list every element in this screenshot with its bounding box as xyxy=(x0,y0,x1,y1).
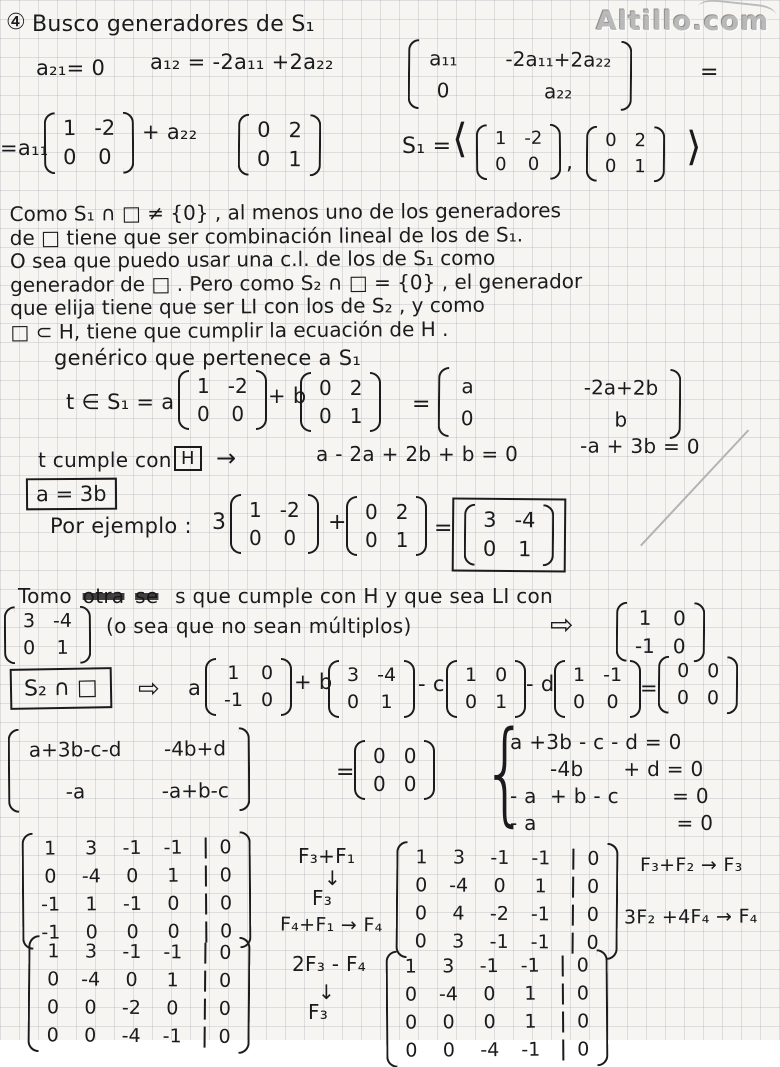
open-arrow-icon: ⇨ xyxy=(550,608,574,641)
row-op: F₃ xyxy=(308,1000,329,1024)
paragraph-line: generador de □ . Pero como S₂ ∩ □ = {0} , el generador xyxy=(9,268,583,297)
system-eq2: -4b + d = 0 xyxy=(510,757,704,781)
system-eq1: a +3b - c - d = 0 xyxy=(510,730,682,754)
matrix-general: a₁₁ -2a₁₁+2a₂₂ 0 a₂₂ xyxy=(408,39,633,111)
paragraph-line: O sea que puedo usar una c.l. de los de S₁ como xyxy=(9,245,496,273)
matrix-generator2: 0 2 0 1 xyxy=(238,114,321,177)
row-op: 3F₂ +4F₄ → F₄ xyxy=(623,905,758,929)
system-brace: { xyxy=(482,708,529,838)
generic-intro: genérico que pertenece a S₁ xyxy=(54,346,362,370)
equation-a21: a₂₁= 0 xyxy=(36,56,106,80)
right-angle-bracket: ⟩ xyxy=(686,124,702,170)
equals-sign: = xyxy=(336,760,355,785)
matrix-generator2-span: 0 2 0 1 xyxy=(586,126,665,182)
minus-d: - d xyxy=(526,672,555,696)
coefficient-a11: =a₁₁ xyxy=(0,136,49,160)
down-arrow-icon: ↓ xyxy=(318,980,336,1004)
scribbled-word: se xyxy=(135,584,159,608)
row-op: 2F₃ - F₄ xyxy=(292,952,367,976)
matrix-generator2-ej: 0 2 0 1 xyxy=(346,496,427,556)
multiplos-note: (o sea que no sean múltiplos) xyxy=(106,614,412,638)
s2-intersection-box: S₂ ∩ □ xyxy=(10,667,112,710)
minus-c: - c xyxy=(418,672,445,696)
explanation-paragraph xyxy=(10,199,583,344)
augmented-matrix-2: 1 3 -1 -1 0 0 -4 0 1 0 0 4 -2 -1 0 0 3 -1 -1 0 xyxy=(395,841,618,959)
augmented-matrix-1: 1 3 -1 -1 0 0 -4 0 1 0 -1 1 -1 0 0 -1 0 0 0 0 xyxy=(22,831,252,949)
equation-h: a - 2a + 2b + b = 0 xyxy=(316,442,519,466)
plus-b: + b xyxy=(268,384,307,408)
plus-sign: + xyxy=(328,510,347,535)
tomo-line xyxy=(18,584,553,608)
equation-simplified: -a + 3b = 0 xyxy=(579,433,700,459)
paragraph-line: □ ⊂ H, tiene que cumplir la ecuación de H . xyxy=(10,316,449,344)
exercise-number: ④ xyxy=(6,10,27,35)
plus-a22: + a₂₂ xyxy=(142,120,198,144)
matrix-generator1-ej: 1 -2 0 0 xyxy=(230,494,319,554)
tomo-rest: s que cumple con H y que sea LI con xyxy=(175,584,554,608)
paragraph-line: que elija tiene que ser LI con los de S₂ , y como xyxy=(10,292,485,320)
coef-a: a xyxy=(188,676,202,700)
boxed-matrix-result xyxy=(452,498,567,573)
watermark: Altillo.com xyxy=(596,6,770,37)
page-title: Busco generadores de S₁ xyxy=(32,12,315,37)
matrix-m34: 3 -4 0 1 xyxy=(328,660,415,718)
matrix-generator1-span: 1 -2 0 0 xyxy=(476,124,562,180)
s1-label: S₁ = xyxy=(402,134,452,159)
open-arrow-icon: ⇨ xyxy=(138,674,160,704)
comma: , xyxy=(566,150,574,175)
paragraph-line: de □ tiene que ser combinación lineal de los de S₁. xyxy=(9,221,524,250)
cumple-text: t cumple con xyxy=(38,448,172,472)
coefficient-3: 3 xyxy=(212,510,227,535)
plus-b: + b xyxy=(294,670,333,694)
matrix-3-4: 3 -4 0 1 xyxy=(464,504,555,567)
equals-sign: = xyxy=(640,676,658,700)
row-op: F₃+F₂ → F₃ xyxy=(640,854,743,876)
equation-a12: a₁₂ = -2a₁₁ +2a₂₂ xyxy=(150,50,334,74)
H-box: H xyxy=(174,446,202,471)
matrix-m1m1: 1 -1 0 0 xyxy=(554,660,641,718)
row-op: F₄+F₁ → F₄ xyxy=(279,913,383,937)
left-angle-bracket: ⟨ xyxy=(452,116,468,162)
equals-sign: = xyxy=(434,516,453,541)
boxed-result-a3b: a = 3b xyxy=(26,478,117,511)
equals-sign: = xyxy=(700,60,719,85)
matrix-generator2-t: 0 2 0 1 xyxy=(300,372,381,432)
system-eq4: - a = 0 xyxy=(510,811,714,835)
augmented-matrix-4: 1 3 -1 -1 0 0 -4 0 1 0 0 0 0 1 0 0 0 -4 -1 0 xyxy=(386,949,609,1067)
matrix-new-generator: 1 0 -1 0 xyxy=(616,602,705,663)
row-op: F₃ xyxy=(312,886,333,910)
matrix-m10: 1 0 -1 0 xyxy=(205,658,292,716)
row-op: F₃+F₁ xyxy=(298,844,356,868)
scribbled-word: otra xyxy=(82,584,125,608)
matrix-expanded: a+3b-c-d -4b+d -a -a+b-c xyxy=(8,727,250,813)
matrix-generator1: 1 -2 0 0 xyxy=(44,112,135,175)
matrix-zero: 0 0 0 0 xyxy=(658,656,739,714)
matrix-t-result: a -2a+2b 0 b xyxy=(438,367,682,439)
paragraph-line: Como S₁ ∩ □ ≠ {0} , al menos uno de los generadores xyxy=(9,198,562,226)
matrix-zero2: 0 0 0 0 xyxy=(354,740,435,800)
tomo-lead: Tomo xyxy=(18,584,72,608)
system-eq3: - a + b - c = 0 xyxy=(510,784,709,808)
matrix-identity: 1 0 0 1 xyxy=(446,660,526,718)
ejemplo-label: Por ejemplo : xyxy=(50,514,192,538)
augmented-matrix-3: 1 3 -1 -1 0 0 -4 0 1 0 0 0 -2 0 0 0 0 -4 -1 0 xyxy=(27,935,250,1053)
arrow-icon: → xyxy=(216,444,237,472)
matrix-3-4-ref: 3 -4 0 1 xyxy=(4,606,91,664)
t-in-s1: t ∈ S₁ = a xyxy=(66,390,175,414)
matrix-generator1-t: 1 -2 0 0 xyxy=(178,370,267,430)
down-arrow-icon: ↓ xyxy=(324,866,342,890)
equals-sign: = xyxy=(412,392,431,417)
